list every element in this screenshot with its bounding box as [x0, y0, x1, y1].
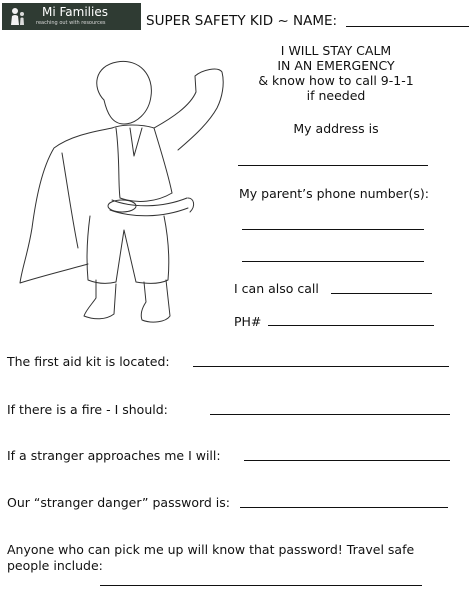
address-blank[interactable] [238, 165, 428, 166]
first-aid-label: The first aid kit is located: [7, 354, 170, 369]
calm-line-1: I WILL STAY CALM [280, 43, 392, 58]
also-call-label: I can also call [234, 281, 319, 296]
name-blank[interactable] [346, 26, 469, 27]
calm-line-2: IN AN EMERGENCY [277, 58, 395, 73]
parent-phone-label: My parent’s phone number(s): [239, 186, 429, 201]
fire-label: If there is a fire - I should: [7, 402, 168, 417]
parent-phone-blank-1[interactable] [242, 229, 424, 230]
superhero-outline-icon [12, 58, 232, 338]
pickup-line-1: Anyone who can pick me up will know that password! Travel safe [7, 542, 415, 557]
ph-blank[interactable] [268, 325, 434, 326]
pickup-blank[interactable] [100, 585, 422, 586]
family-logo-icon [7, 5, 29, 27]
pickup-line-2: people include: [7, 558, 103, 573]
calm-line-3: & know how to call 9-1-1 [258, 73, 414, 88]
first-aid-blank[interactable] [193, 366, 449, 367]
stranger-blank[interactable] [244, 460, 450, 461]
page-title: SUPER SAFETY KID ~ NAME: [146, 13, 338, 29]
password-label: Our “stranger danger” password is: [7, 495, 230, 510]
fire-blank[interactable] [210, 414, 450, 415]
password-blank[interactable] [240, 507, 448, 508]
ph-label: PH# [234, 314, 262, 329]
parent-phone-blank-2[interactable] [242, 261, 424, 262]
address-label: My address is [293, 121, 379, 136]
calm-line-4: if needed [306, 88, 366, 103]
logo-tagline: reaching out with resources [36, 20, 106, 26]
logo-name: Mi Families [42, 5, 108, 19]
also-call-blank[interactable] [331, 293, 432, 294]
mi-families-logo [2, 3, 141, 30]
stranger-label: If a stranger approaches me I will: [7, 448, 221, 463]
